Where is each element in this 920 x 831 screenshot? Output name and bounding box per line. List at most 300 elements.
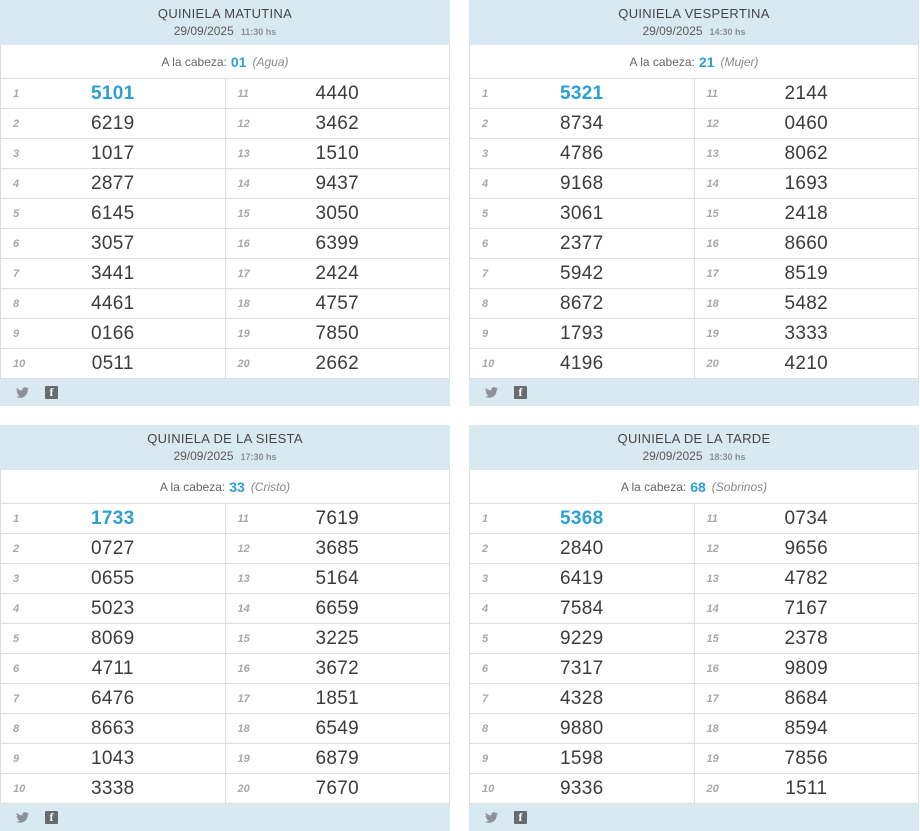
table-row xyxy=(470,289,918,319)
winning-number: 5321 xyxy=(560,82,604,104)
table-row xyxy=(470,259,918,289)
panel-header xyxy=(469,425,919,470)
result-number: 0727 xyxy=(91,537,135,559)
draw-date: 29/09/2025 xyxy=(173,24,234,38)
position-number: 19 xyxy=(706,327,719,340)
table-row xyxy=(470,714,918,744)
result-number: 9336 xyxy=(560,777,604,799)
position-number: 19 xyxy=(237,327,250,340)
position-number: 5 xyxy=(482,207,489,220)
panel-footer xyxy=(469,804,919,831)
position-number: 13 xyxy=(237,572,250,585)
result-number: 2662 xyxy=(315,352,359,374)
position-number: 10 xyxy=(482,357,495,370)
result-number: 5482 xyxy=(784,292,828,314)
result-number: 1017 xyxy=(91,142,135,164)
table-row xyxy=(1,774,449,804)
position-number: 6 xyxy=(13,237,20,250)
position-number: 15 xyxy=(706,207,719,220)
result-number: 2418 xyxy=(784,202,828,224)
result-number: 9880 xyxy=(560,717,604,739)
position-number: 4 xyxy=(13,602,20,615)
table-row xyxy=(1,199,449,229)
panel-dateline xyxy=(469,450,919,463)
result-cell xyxy=(694,624,919,653)
result-cell xyxy=(694,684,919,713)
result-cell xyxy=(225,654,450,683)
table-row xyxy=(470,684,918,714)
position-number: 20 xyxy=(706,357,719,370)
result-number: 4711 xyxy=(91,657,134,679)
cabeza-animal-name: (Sobrinos) xyxy=(711,479,768,494)
result-cell xyxy=(694,534,919,563)
draw-time: 17:30 hs xyxy=(240,452,277,462)
position-number: 8 xyxy=(13,297,20,310)
panel-title: QUINIELA DE LA TARDE xyxy=(617,431,771,446)
result-cell xyxy=(470,109,694,138)
result-cell xyxy=(470,259,694,288)
position-number: 1 xyxy=(482,87,489,100)
table-row xyxy=(1,564,449,594)
table-row xyxy=(470,199,918,229)
result-cell xyxy=(225,349,450,378)
result-number: 7167 xyxy=(784,597,828,619)
result-cell xyxy=(225,594,450,623)
position-number: 4 xyxy=(13,177,20,190)
panel-dateline xyxy=(0,450,450,463)
table-row xyxy=(1,319,449,349)
quiniela-panel xyxy=(0,0,450,406)
result-cell xyxy=(1,139,225,168)
result-cell xyxy=(225,319,450,348)
result-number: 3441 xyxy=(91,262,135,284)
position-number: 6 xyxy=(482,662,489,675)
table-row xyxy=(1,594,449,624)
result-number: 1598 xyxy=(560,747,604,769)
panel-header xyxy=(469,0,919,45)
result-number: 0511 xyxy=(91,352,134,374)
result-number: 7856 xyxy=(784,747,828,769)
position-number: 8 xyxy=(482,297,489,310)
result-cell xyxy=(1,774,225,803)
result-number: 5023 xyxy=(91,597,135,619)
result-cell xyxy=(694,744,919,773)
result-cell xyxy=(225,564,450,593)
result-number: 1693 xyxy=(784,172,828,194)
position-number: 3 xyxy=(482,572,489,585)
result-number: 2840 xyxy=(560,537,604,559)
result-cell xyxy=(694,504,919,533)
draw-date: 29/09/2025 xyxy=(642,24,703,38)
position-number: 17 xyxy=(706,692,719,705)
table-row xyxy=(1,534,449,564)
panel-header xyxy=(0,0,450,45)
cabeza-row xyxy=(469,45,919,79)
table-row xyxy=(470,79,918,109)
result-cell xyxy=(470,289,694,318)
table-row xyxy=(1,259,449,289)
result-number: 6145 xyxy=(91,202,135,224)
result-cell xyxy=(225,534,450,563)
result-cell xyxy=(1,289,225,318)
result-number: 3225 xyxy=(315,627,359,649)
result-number: 0166 xyxy=(91,322,135,344)
position-number: 15 xyxy=(237,207,250,220)
position-number: 14 xyxy=(237,177,250,190)
result-cell xyxy=(694,109,919,138)
position-number: 14 xyxy=(706,602,719,615)
result-number: 8734 xyxy=(560,112,604,134)
position-number: 10 xyxy=(482,782,495,795)
cabeza-number: 68 xyxy=(690,478,706,495)
result-number: 3685 xyxy=(315,537,359,559)
result-cell xyxy=(694,199,919,228)
result-number: 8684 xyxy=(784,687,828,709)
cabeza-label: A la cabeza: xyxy=(161,54,227,69)
position-number: 14 xyxy=(237,602,250,615)
result-number: 3061 xyxy=(560,202,604,224)
result-cell xyxy=(694,289,919,318)
position-number: 3 xyxy=(482,147,489,160)
result-cell xyxy=(470,534,694,563)
result-cell xyxy=(1,714,225,743)
position-number: 17 xyxy=(237,692,250,705)
result-number: 8660 xyxy=(784,232,828,254)
winning-number: 1733 xyxy=(91,507,135,529)
result-cell xyxy=(470,744,694,773)
result-cell xyxy=(694,259,919,288)
result-cell xyxy=(470,139,694,168)
result-cell xyxy=(225,774,450,803)
table-row xyxy=(470,349,918,379)
result-number: 4461 xyxy=(91,292,135,314)
result-cell xyxy=(1,109,225,138)
position-number: 7 xyxy=(482,267,489,280)
result-cell xyxy=(225,169,450,198)
winning-number: 5101 xyxy=(91,82,135,104)
position-number: 19 xyxy=(237,752,250,765)
result-cell xyxy=(694,714,919,743)
table-row xyxy=(470,169,918,199)
result-number: 4210 xyxy=(784,352,828,374)
result-cell xyxy=(225,504,450,533)
draw-date: 29/09/2025 xyxy=(642,449,703,463)
cabeza-animal-name: (Cristo) xyxy=(250,479,291,494)
result-cell xyxy=(225,624,450,653)
position-number: 12 xyxy=(237,542,250,555)
table-row xyxy=(470,534,918,564)
result-number: 4328 xyxy=(560,687,604,709)
result-number: 1511 xyxy=(785,777,828,799)
result-cell xyxy=(225,229,450,258)
position-number: 11 xyxy=(237,87,249,100)
table-row xyxy=(1,139,449,169)
position-number: 6 xyxy=(482,237,489,250)
result-cell xyxy=(470,319,694,348)
result-cell xyxy=(1,564,225,593)
result-cell xyxy=(470,229,694,258)
position-number: 1 xyxy=(13,512,20,525)
result-cell xyxy=(1,624,225,653)
result-cell xyxy=(694,654,919,683)
position-number: 1 xyxy=(482,512,489,525)
table-row xyxy=(1,744,449,774)
cabeza-number: 33 xyxy=(229,478,245,495)
twitter-icon[interactable] xyxy=(15,386,30,399)
position-number: 18 xyxy=(237,722,250,735)
panel-footer xyxy=(0,379,450,406)
cabeza-row xyxy=(0,470,450,504)
position-number: 13 xyxy=(706,572,719,585)
position-number: 4 xyxy=(482,602,489,615)
result-number: 6219 xyxy=(91,112,135,134)
result-cell xyxy=(470,774,694,803)
table-row xyxy=(470,774,918,804)
panel-dateline xyxy=(469,25,919,38)
position-number: 3 xyxy=(13,147,20,160)
result-cell xyxy=(225,199,450,228)
table-row xyxy=(470,139,918,169)
cabeza-animal-name: (Agua) xyxy=(252,54,289,69)
result-cell xyxy=(470,169,694,198)
result-number: 9229 xyxy=(560,627,604,649)
results-table xyxy=(0,79,450,379)
result-cell xyxy=(1,654,225,683)
result-cell xyxy=(225,139,450,168)
position-number: 3 xyxy=(13,572,20,585)
result-number: 8519 xyxy=(784,262,828,284)
position-number: 17 xyxy=(237,267,250,280)
result-cell xyxy=(225,744,450,773)
result-cell xyxy=(470,349,694,378)
table-row xyxy=(1,684,449,714)
position-number: 16 xyxy=(706,237,719,250)
draw-time: 11:30 hs xyxy=(240,27,277,37)
result-number: 8069 xyxy=(91,627,135,649)
position-number: 9 xyxy=(482,327,489,340)
position-number: 18 xyxy=(706,297,719,310)
cabeza-number: 01 xyxy=(230,53,247,70)
result-number: 5164 xyxy=(315,567,359,589)
position-number: 11 xyxy=(706,512,718,525)
result-cell xyxy=(470,504,694,533)
position-number: 1 xyxy=(13,87,20,100)
position-number: 2 xyxy=(13,542,20,555)
result-number: 4782 xyxy=(784,567,828,589)
result-cell xyxy=(1,259,225,288)
result-number: 1043 xyxy=(91,747,135,769)
facebook-icon[interactable]: f xyxy=(514,811,527,824)
result-number: 6476 xyxy=(91,687,135,709)
result-cell xyxy=(225,289,450,318)
position-number: 7 xyxy=(482,692,489,705)
twitter-icon[interactable] xyxy=(484,811,499,824)
results-table xyxy=(0,504,450,804)
position-number: 12 xyxy=(706,117,719,130)
table-row xyxy=(470,744,918,774)
result-number: 4440 xyxy=(315,82,359,104)
cabeza-label: A la cabeza: xyxy=(620,479,687,494)
result-cell xyxy=(470,684,694,713)
result-number: 0734 xyxy=(784,507,828,529)
result-number: 3338 xyxy=(91,777,135,799)
position-number: 5 xyxy=(13,207,20,220)
result-number: 3333 xyxy=(784,322,828,344)
position-number: 14 xyxy=(706,177,719,190)
position-number: 8 xyxy=(13,722,20,735)
panel-dateline xyxy=(0,25,450,38)
position-number: 5 xyxy=(13,632,20,645)
position-number: 12 xyxy=(237,117,250,130)
position-number: 2 xyxy=(482,542,489,555)
table-row xyxy=(1,624,449,654)
position-number: 7 xyxy=(13,267,20,280)
result-number: 1851 xyxy=(315,687,359,709)
position-number: 8 xyxy=(482,722,489,735)
position-number: 13 xyxy=(237,147,250,160)
table-row xyxy=(470,564,918,594)
result-number: 9809 xyxy=(784,657,828,679)
result-number: 2377 xyxy=(560,232,604,254)
result-number: 9168 xyxy=(560,172,604,194)
result-cell xyxy=(1,199,225,228)
result-cell xyxy=(1,594,225,623)
position-number: 20 xyxy=(237,357,250,370)
cabeza-label: A la cabeza: xyxy=(629,54,695,69)
result-cell xyxy=(694,139,919,168)
cabeza-row xyxy=(0,45,450,79)
position-number: 5 xyxy=(482,632,489,645)
position-number: 11 xyxy=(706,87,718,100)
position-number: 10 xyxy=(13,782,26,795)
panel-footer xyxy=(0,804,450,831)
result-cell xyxy=(470,594,694,623)
winning-number: 5368 xyxy=(560,507,604,529)
result-number: 6549 xyxy=(315,717,359,739)
panel-footer xyxy=(469,379,919,406)
result-cell xyxy=(225,714,450,743)
result-cell xyxy=(1,349,225,378)
table-row xyxy=(470,504,918,534)
position-number: 9 xyxy=(482,752,489,765)
quiniela-panel xyxy=(469,425,919,831)
result-cell xyxy=(470,714,694,743)
result-number: 7619 xyxy=(315,507,359,529)
results-table xyxy=(469,504,919,804)
result-number: 1510 xyxy=(315,142,359,164)
position-number: 12 xyxy=(706,542,719,555)
facebook-icon[interactable]: f xyxy=(45,811,58,824)
result-cell xyxy=(1,169,225,198)
position-number: 18 xyxy=(706,722,719,735)
position-number: 2 xyxy=(13,117,20,130)
result-number: 4196 xyxy=(560,352,604,374)
result-number: 8594 xyxy=(784,717,828,739)
result-cell xyxy=(694,79,919,108)
result-number: 5942 xyxy=(560,262,604,284)
result-cell xyxy=(470,654,694,683)
facebook-icon[interactable]: f xyxy=(45,386,58,399)
cabeza-row xyxy=(469,470,919,504)
position-number: 13 xyxy=(706,147,719,160)
draw-time: 14:30 hs xyxy=(709,27,746,37)
position-number: 7 xyxy=(13,692,20,705)
table-row xyxy=(1,169,449,199)
result-number: 8663 xyxy=(91,717,135,739)
result-number: 0460 xyxy=(784,112,828,134)
result-cell xyxy=(694,594,919,623)
table-row xyxy=(470,624,918,654)
panel-header xyxy=(0,425,450,470)
result-number: 9437 xyxy=(315,172,359,194)
position-number: 20 xyxy=(237,782,250,795)
table-row xyxy=(1,349,449,379)
position-number: 9 xyxy=(13,327,20,340)
table-row xyxy=(1,654,449,684)
panel-title: QUINIELA MATUTINA xyxy=(157,6,293,21)
position-number: 15 xyxy=(237,632,250,645)
results-table xyxy=(469,79,919,379)
position-number: 15 xyxy=(706,632,719,645)
result-cell xyxy=(225,109,450,138)
cabeza-number: 21 xyxy=(698,53,715,70)
result-cell xyxy=(1,79,225,108)
cabeza-label: A la cabeza: xyxy=(159,479,226,494)
result-cell xyxy=(694,169,919,198)
twitter-icon[interactable] xyxy=(15,811,30,824)
result-number: 9656 xyxy=(784,537,828,559)
result-number: 2424 xyxy=(315,262,359,284)
table-row xyxy=(1,289,449,319)
result-number: 3462 xyxy=(315,112,359,134)
position-number: 11 xyxy=(237,512,249,525)
position-number: 4 xyxy=(482,177,489,190)
result-number: 0655 xyxy=(91,567,135,589)
table-row xyxy=(1,79,449,109)
position-number: 16 xyxy=(706,662,719,675)
result-cell xyxy=(694,319,919,348)
table-row xyxy=(1,229,449,259)
result-cell xyxy=(470,564,694,593)
result-number: 1793 xyxy=(560,322,604,344)
table-row xyxy=(1,504,449,534)
facebook-icon[interactable]: f xyxy=(514,386,527,399)
twitter-icon[interactable] xyxy=(484,386,499,399)
result-number: 7850 xyxy=(315,322,359,344)
position-number: 16 xyxy=(237,662,250,675)
result-number: 3050 xyxy=(315,202,359,224)
position-number: 16 xyxy=(237,237,250,250)
draw-date: 29/09/2025 xyxy=(173,449,234,463)
result-number: 4786 xyxy=(560,142,604,164)
result-number: 3672 xyxy=(315,657,359,679)
result-number: 7584 xyxy=(560,597,604,619)
result-cell xyxy=(694,349,919,378)
cabeza-animal-name: (Mujer) xyxy=(720,54,759,69)
position-number: 18 xyxy=(237,297,250,310)
result-number: 7317 xyxy=(560,657,604,679)
position-number: 6 xyxy=(13,662,20,675)
result-number: 4757 xyxy=(315,292,359,314)
table-row xyxy=(1,109,449,139)
result-number: 8062 xyxy=(784,142,828,164)
result-cell xyxy=(225,79,450,108)
result-number: 6399 xyxy=(315,232,359,254)
result-number: 2877 xyxy=(91,172,135,194)
result-cell xyxy=(1,684,225,713)
result-cell xyxy=(470,79,694,108)
result-cell xyxy=(1,504,225,533)
